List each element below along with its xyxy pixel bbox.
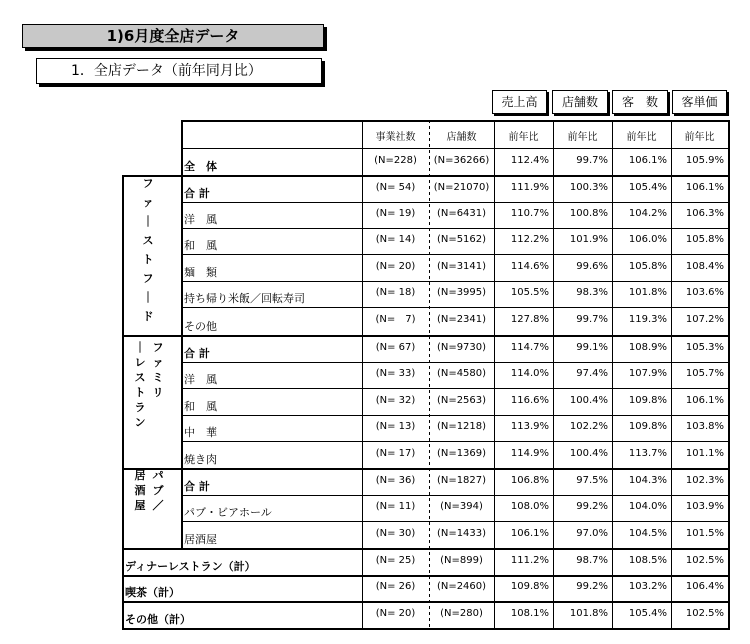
row-value-sales: 114.9% bbox=[510, 448, 549, 459]
row-value-price: 105.9% bbox=[685, 155, 724, 166]
row-value-sales: 106.1% bbox=[510, 528, 549, 539]
header-top-border bbox=[181, 120, 728, 122]
dashed-column-line bbox=[429, 384, 430, 387]
row-value-sales: 109.8% bbox=[510, 581, 549, 592]
row-value-n: (N= 36) bbox=[375, 475, 416, 486]
row-value-sales: 112.2% bbox=[510, 234, 549, 245]
row-value-n: (N= 7) bbox=[375, 314, 416, 325]
row-value-sales: 114.7% bbox=[510, 342, 549, 353]
row-value-price: 101.5% bbox=[685, 528, 724, 539]
row-value-store_cnt: 97.4% bbox=[576, 368, 608, 379]
row-value-price: 105.8% bbox=[685, 234, 724, 245]
row-value-stores: (N=21070) bbox=[433, 182, 490, 193]
row-value-stores: (N=9730) bbox=[436, 342, 487, 353]
row-value-stores: (N=5162) bbox=[436, 234, 487, 245]
column-header: 前年比 bbox=[567, 132, 598, 143]
row-label: 全 体 bbox=[184, 160, 217, 173]
row-value-n: (N= 30) bbox=[375, 528, 416, 539]
row-value-customers: 113.7% bbox=[628, 448, 667, 459]
group-left-border bbox=[122, 175, 124, 628]
row-line bbox=[181, 148, 728, 149]
row-value-customers: 119.3% bbox=[628, 314, 667, 325]
row-label: ディナーレストラン（計） bbox=[125, 560, 256, 573]
row-value-sales: 116.6% bbox=[510, 395, 549, 406]
row-value-stores: (N=3995) bbox=[436, 287, 487, 298]
row-label: その他 bbox=[184, 320, 217, 333]
row-line bbox=[181, 254, 728, 255]
column-header: 事業社数 bbox=[375, 132, 416, 143]
row-value-customers: 109.8% bbox=[628, 421, 667, 432]
row-value-sales: 111.2% bbox=[510, 555, 549, 566]
row-label: 持ち帰り米飯／回転寿司 bbox=[184, 292, 305, 305]
row-value-sales: 108.0% bbox=[510, 501, 549, 512]
dashed-column-line bbox=[429, 120, 430, 123]
row-value-n: (N=228) bbox=[374, 155, 417, 166]
dashed-column-line bbox=[429, 126, 430, 129]
row-line bbox=[181, 415, 728, 416]
row-value-customers: 104.2% bbox=[628, 208, 667, 219]
row-value-stores: (N=394) bbox=[440, 501, 483, 512]
total-left-border bbox=[181, 148, 183, 175]
row-value-price: 102.5% bbox=[685, 555, 724, 566]
row-value-customers: 108.9% bbox=[628, 342, 667, 353]
row-value-customers: 106.1% bbox=[628, 155, 667, 166]
section-subtitle: 1．全店データ（前年同月比） bbox=[36, 58, 322, 84]
row-value-price: 108.4% bbox=[685, 261, 724, 272]
row-value-n: (N= 11) bbox=[375, 501, 416, 512]
row-value-price: 105.3% bbox=[685, 342, 724, 353]
row-value-store_cnt: 99.7% bbox=[576, 155, 608, 166]
table-right-border bbox=[728, 120, 730, 628]
row-value-stores: (N=2341) bbox=[436, 314, 487, 325]
row-value-stores: (N=1433) bbox=[436, 528, 487, 539]
row-value-n: (N= 17) bbox=[375, 448, 416, 459]
row-value-sales: 127.8% bbox=[510, 314, 549, 325]
group-label-pub: パ ブ ／ 居 酒 屋 bbox=[134, 469, 164, 512]
row-value-stores: (N=1827) bbox=[436, 475, 487, 486]
row-value-price: 106.1% bbox=[685, 182, 724, 193]
header-sales: 売上高 bbox=[492, 90, 547, 114]
row-value-n: (N= 13) bbox=[375, 421, 416, 432]
row-value-price: 102.3% bbox=[685, 475, 724, 486]
row-label: 中 華 bbox=[184, 426, 217, 439]
row-value-price: 103.9% bbox=[685, 501, 724, 512]
column-header: 前年比 bbox=[626, 132, 657, 143]
row-value-price: 102.5% bbox=[685, 608, 724, 619]
row-value-store_cnt: 100.4% bbox=[569, 395, 608, 406]
row-value-sales: 111.9% bbox=[510, 182, 549, 193]
group-right-border bbox=[181, 175, 183, 548]
row-line bbox=[181, 202, 728, 203]
header-unit-price: 客単価 bbox=[672, 90, 727, 114]
column-line bbox=[553, 120, 554, 628]
row-line bbox=[181, 307, 728, 308]
row-value-stores: (N=1369) bbox=[436, 448, 487, 459]
row-value-customers: 104.3% bbox=[628, 475, 667, 486]
row-value-customers: 109.8% bbox=[628, 395, 667, 406]
row-value-store_cnt: 102.2% bbox=[569, 421, 608, 432]
row-value-sales: 108.1% bbox=[510, 608, 549, 619]
row-line bbox=[181, 495, 728, 496]
row-value-n: (N= 14) bbox=[375, 234, 416, 245]
row-value-n: (N= 18) bbox=[375, 287, 416, 298]
header-customers: 客 数 bbox=[612, 90, 668, 114]
column-line bbox=[494, 120, 495, 628]
row-value-customers: 105.4% bbox=[628, 608, 667, 619]
row-value-price: 105.7% bbox=[685, 368, 724, 379]
row-value-price: 101.1% bbox=[685, 448, 724, 459]
row-value-store_cnt: 99.6% bbox=[576, 261, 608, 272]
row-value-sales: 114.0% bbox=[510, 368, 549, 379]
row-value-stores: (N=2460) bbox=[436, 581, 487, 592]
row-label: その他（計） bbox=[125, 613, 191, 626]
row-value-price: 106.4% bbox=[685, 581, 724, 592]
row-label: 洋 風 bbox=[184, 213, 217, 226]
row-value-customers: 108.5% bbox=[628, 555, 667, 566]
row-label: 合 計 bbox=[184, 347, 210, 360]
row-label: 合 計 bbox=[184, 187, 210, 200]
row-label: パブ・ビアホール bbox=[184, 506, 272, 519]
row-value-customers: 107.9% bbox=[628, 368, 667, 379]
column-header: 前年比 bbox=[684, 132, 715, 143]
row-value-n: (N= 25) bbox=[375, 555, 416, 566]
row-value-n: (N= 67) bbox=[375, 342, 416, 353]
row-value-n: (N= 19) bbox=[375, 208, 416, 219]
row-line bbox=[181, 228, 728, 229]
row-value-customers: 105.8% bbox=[628, 261, 667, 272]
row-line bbox=[181, 388, 728, 389]
row-value-price: 106.1% bbox=[685, 395, 724, 406]
row-value-customers: 105.4% bbox=[628, 182, 667, 193]
row-value-stores: (N=2563) bbox=[436, 395, 487, 406]
column-line bbox=[612, 120, 613, 628]
page-title: 1)6月度全店データ bbox=[22, 24, 324, 48]
row-label: 洋 風 bbox=[184, 373, 217, 386]
dashed-column-line bbox=[429, 144, 430, 147]
dashed-column-line bbox=[429, 132, 430, 135]
row-value-price: 103.8% bbox=[685, 421, 724, 432]
row-label: 合 計 bbox=[184, 480, 210, 493]
row-value-store_cnt: 98.3% bbox=[576, 287, 608, 298]
row-value-sales: 106.8% bbox=[510, 475, 549, 486]
row-value-n: (N= 20) bbox=[375, 608, 416, 619]
row-value-store_cnt: 99.7% bbox=[576, 314, 608, 325]
row-value-sales: 113.9% bbox=[510, 421, 549, 432]
column-header: 店舗数 bbox=[446, 132, 477, 143]
row-value-store_cnt: 100.8% bbox=[569, 208, 608, 219]
row-value-store_cnt: 98.7% bbox=[576, 555, 608, 566]
header-store-count: 店舗数 bbox=[552, 90, 608, 114]
dashed-column-line bbox=[429, 198, 430, 201]
row-label: 和 風 bbox=[184, 400, 217, 413]
dashed-column-line bbox=[429, 624, 430, 627]
row-line bbox=[181, 521, 728, 522]
row-value-customers: 101.8% bbox=[628, 287, 667, 298]
table-bottom-border bbox=[122, 628, 730, 630]
row-value-n: (N= 20) bbox=[375, 261, 416, 272]
row-label: 麺 類 bbox=[184, 266, 217, 279]
row-value-stores: (N=4580) bbox=[436, 368, 487, 379]
row-value-stores: (N=36266) bbox=[433, 155, 490, 166]
row-value-sales: 105.5% bbox=[510, 287, 549, 298]
row-value-stores: (N=280) bbox=[440, 608, 483, 619]
row-value-stores: (N=3141) bbox=[436, 261, 487, 272]
row-label: 和 風 bbox=[184, 239, 217, 252]
row-value-price: 106.3% bbox=[685, 208, 724, 219]
row-value-customers: 104.5% bbox=[628, 528, 667, 539]
row-value-stores: (N=899) bbox=[440, 555, 483, 566]
row-value-customers: 106.0% bbox=[628, 234, 667, 245]
row-value-price: 107.2% bbox=[685, 314, 724, 325]
row-value-store_cnt: 100.3% bbox=[569, 182, 608, 193]
row-label: 焼き肉 bbox=[184, 453, 217, 466]
row-value-n: (N= 32) bbox=[375, 395, 416, 406]
row-label: 喫茶（計） bbox=[125, 586, 180, 599]
row-value-store_cnt: 101.9% bbox=[569, 234, 608, 245]
row-value-n: (N= 54) bbox=[375, 182, 416, 193]
row-label: 居酒屋 bbox=[184, 533, 217, 546]
row-value-store_cnt: 99.2% bbox=[576, 501, 608, 512]
row-value-store_cnt: 100.4% bbox=[569, 448, 608, 459]
row-value-customers: 104.0% bbox=[628, 501, 667, 512]
row-value-store_cnt: 97.5% bbox=[576, 475, 608, 486]
row-value-n: (N= 33) bbox=[375, 368, 416, 379]
group-label-fastfood: フ ァ ｜ ス ト フ ｜ ド bbox=[142, 177, 154, 323]
row-value-price: 103.6% bbox=[685, 287, 724, 298]
row-value-n: (N= 26) bbox=[375, 581, 416, 592]
group-label-family: フ ァ ミ リ ｜ レ ス ト ラ ン bbox=[134, 341, 164, 429]
row-value-sales: 114.6% bbox=[510, 261, 549, 272]
row-value-sales: 112.4% bbox=[510, 155, 549, 166]
dashed-column-line bbox=[429, 138, 430, 141]
column-line bbox=[671, 120, 672, 628]
row-value-store_cnt: 101.8% bbox=[569, 608, 608, 619]
row-value-store_cnt: 97.0% bbox=[576, 528, 608, 539]
row-value-store_cnt: 99.2% bbox=[576, 581, 608, 592]
column-header: 前年比 bbox=[508, 132, 539, 143]
row-line bbox=[181, 281, 728, 282]
row-value-store_cnt: 99.1% bbox=[576, 342, 608, 353]
row-line bbox=[181, 441, 728, 442]
row-value-stores: (N=6431) bbox=[436, 208, 487, 219]
row-line bbox=[181, 362, 728, 363]
row-value-customers: 103.2% bbox=[628, 581, 667, 592]
row-value-sales: 110.7% bbox=[510, 208, 549, 219]
row-value-stores: (N=1218) bbox=[436, 421, 487, 432]
